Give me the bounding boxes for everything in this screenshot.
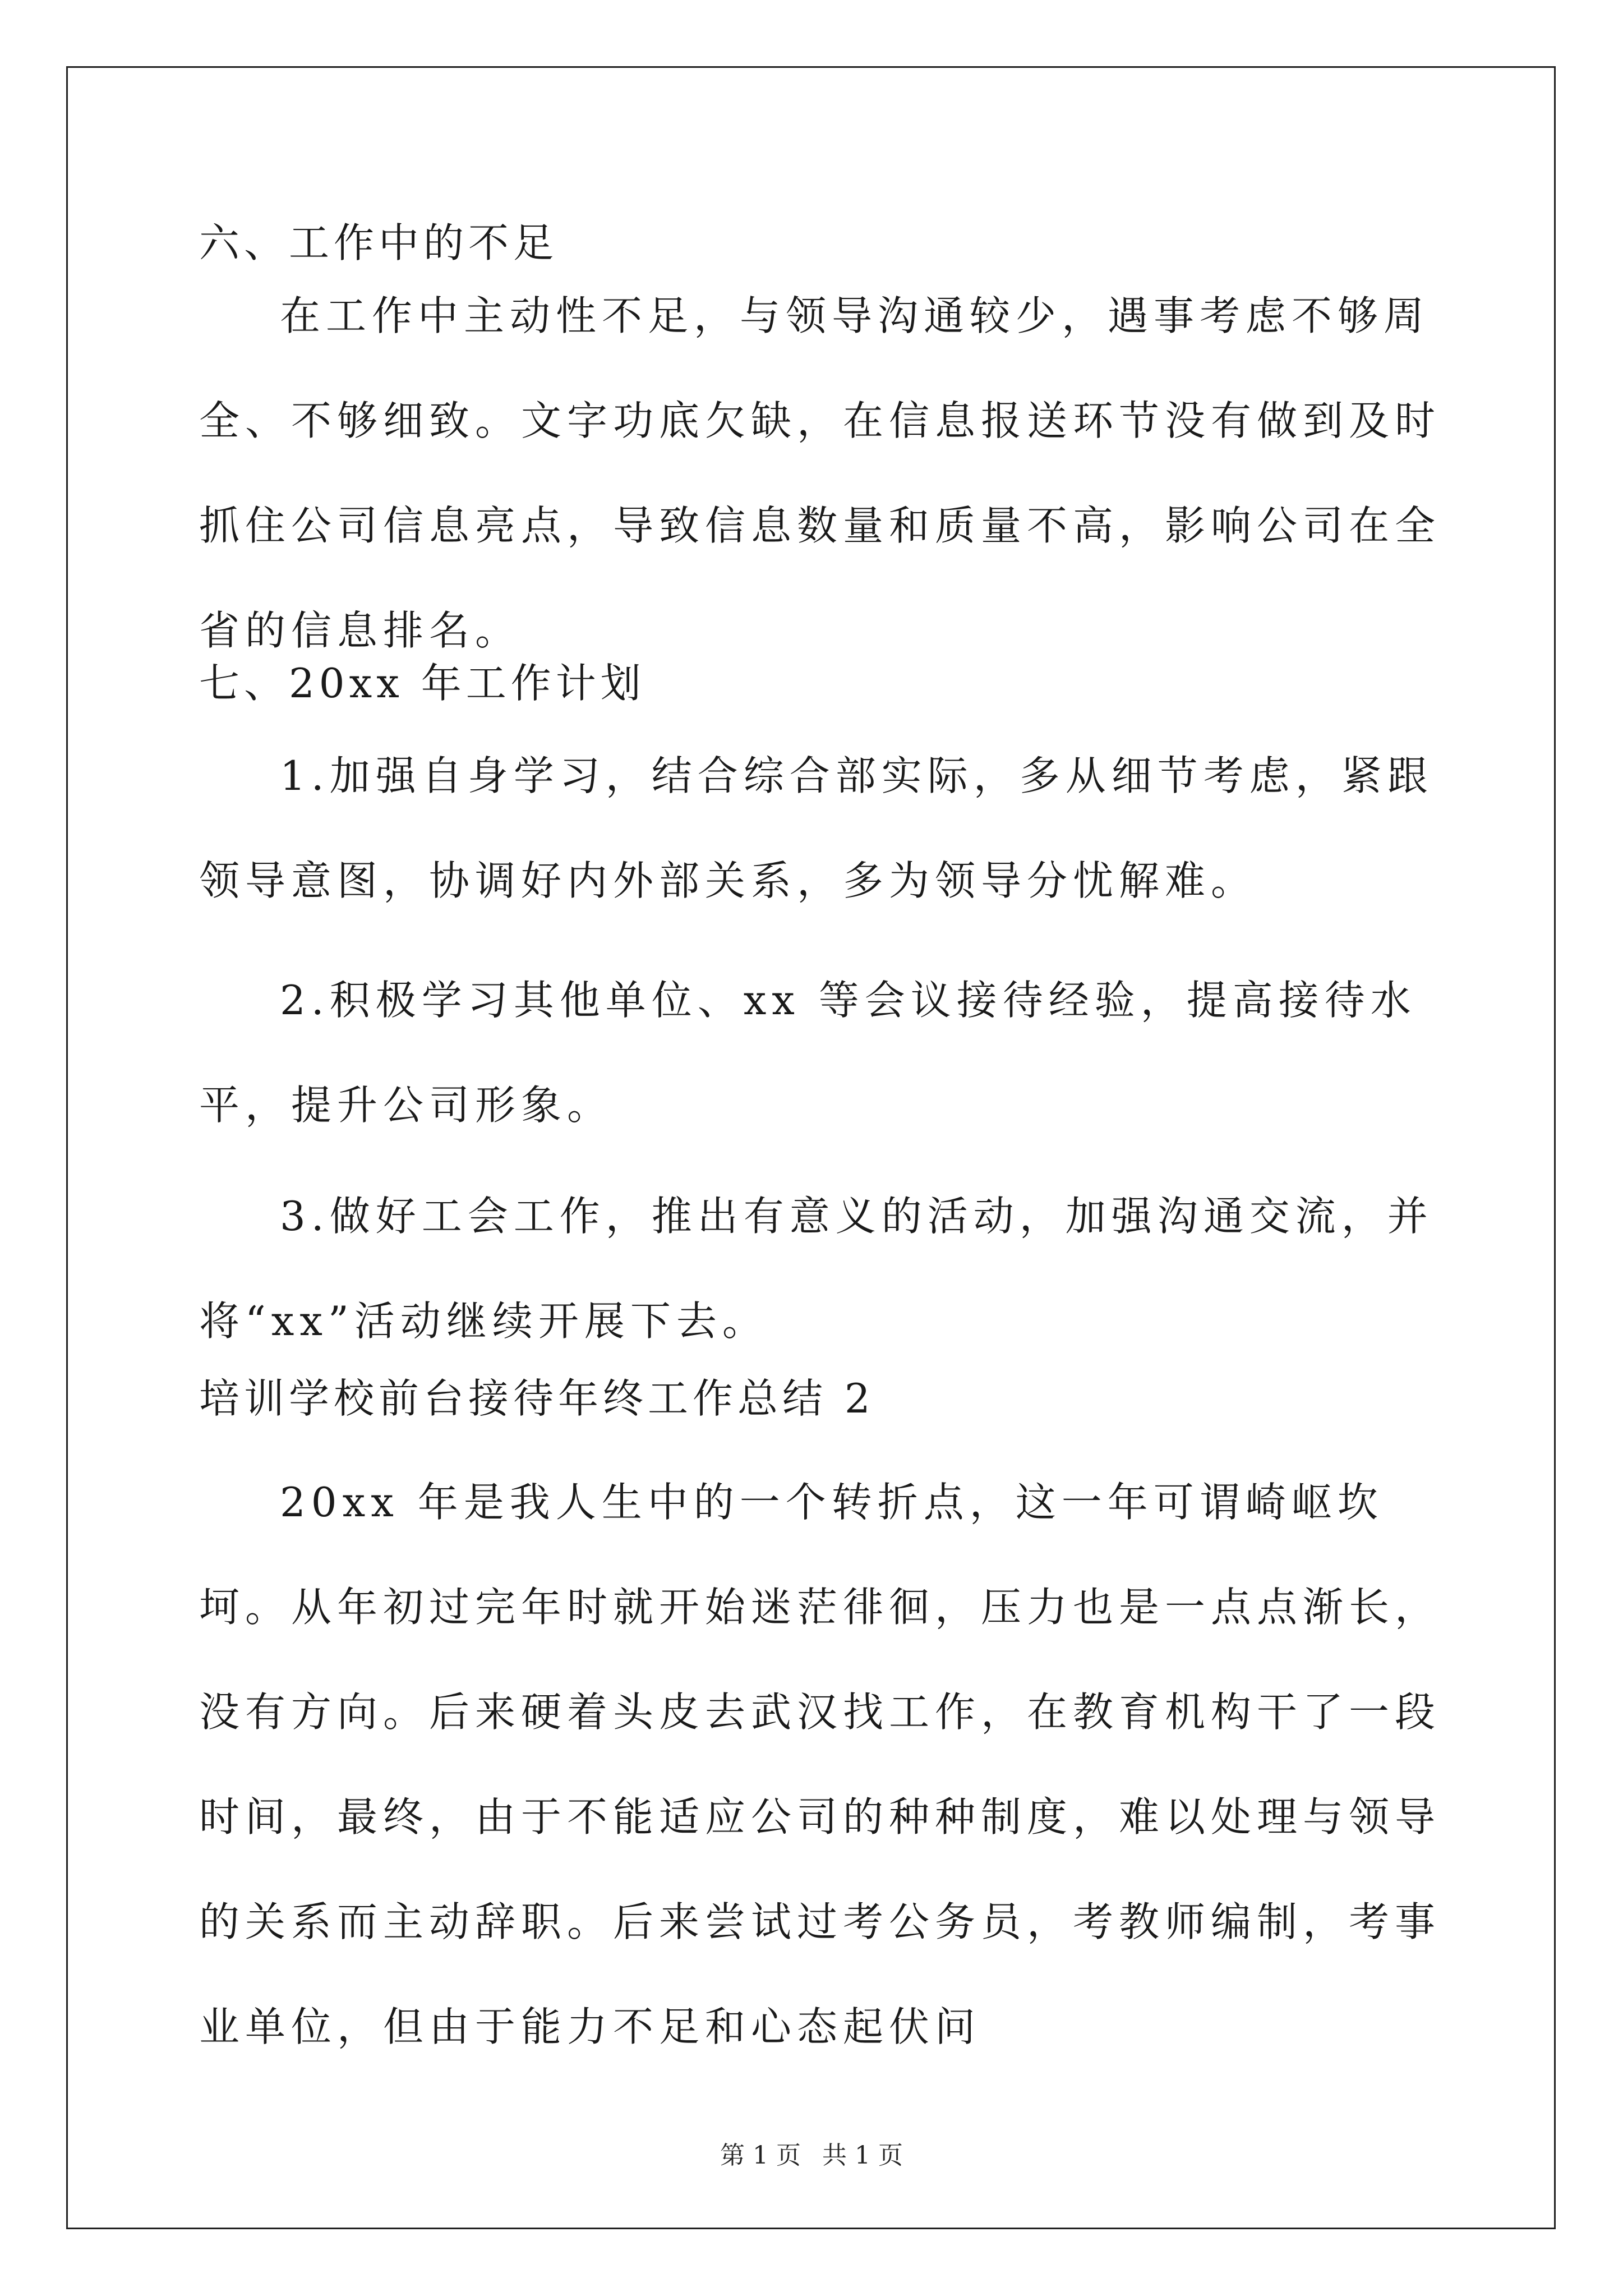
list-item: 2.积极学习其他单位、xx 等会议接待经验，提高接待水平，提升公司形象。: [199, 977, 1417, 1129]
article-title: 培训学校前台接待年终工作总结 2: [199, 1375, 875, 1422]
page-footer: [0, 2135, 1623, 2171]
section-heading: 七、20xx 年工作计划: [199, 660, 645, 707]
paragraph: 20xx 年是我人生中的一个转折点，这一年可谓崎岖坎坷。从年初过完年时就开始迷茫徘徊，压力也是一点点渐长，没有方向。后来硬着头皮去武汉找工作，在教育机构干了一段时间，最终，由于不能适应公司的种种制度，难以处理与领导的关系而主动辞职。后来尝试过考公务员，考教师编制，考事业单位，但由于能力不足和心态起伏问: [199, 1479, 1441, 2050]
page-count: 共 1 页: [822, 2141, 903, 2170]
section-heading: 六、工作中的不足: [199, 219, 559, 266]
page-number: 第 1 页: [720, 2141, 801, 2170]
list-item: 3.做好工会工作，推出有意义的活动，加强沟通交流，并将“xx”活动继续开展下去。: [199, 1193, 1433, 1345]
list-item: 1.加强自身学习，结合综合部实际，多从细节考虑，紧跟领导意图，协调好内外部关系，多为领导分忧解难。: [199, 752, 1433, 904]
paragraph: 在工作中主动性不足，与领导沟通较少，遇事考虑不够周全、不够细致。文字功底欠缺，在信息报送环节没有做到及时抓住公司信息亮点，导致信息数量和质量不高，影响公司在全省的信息排名。: [199, 292, 1441, 654]
